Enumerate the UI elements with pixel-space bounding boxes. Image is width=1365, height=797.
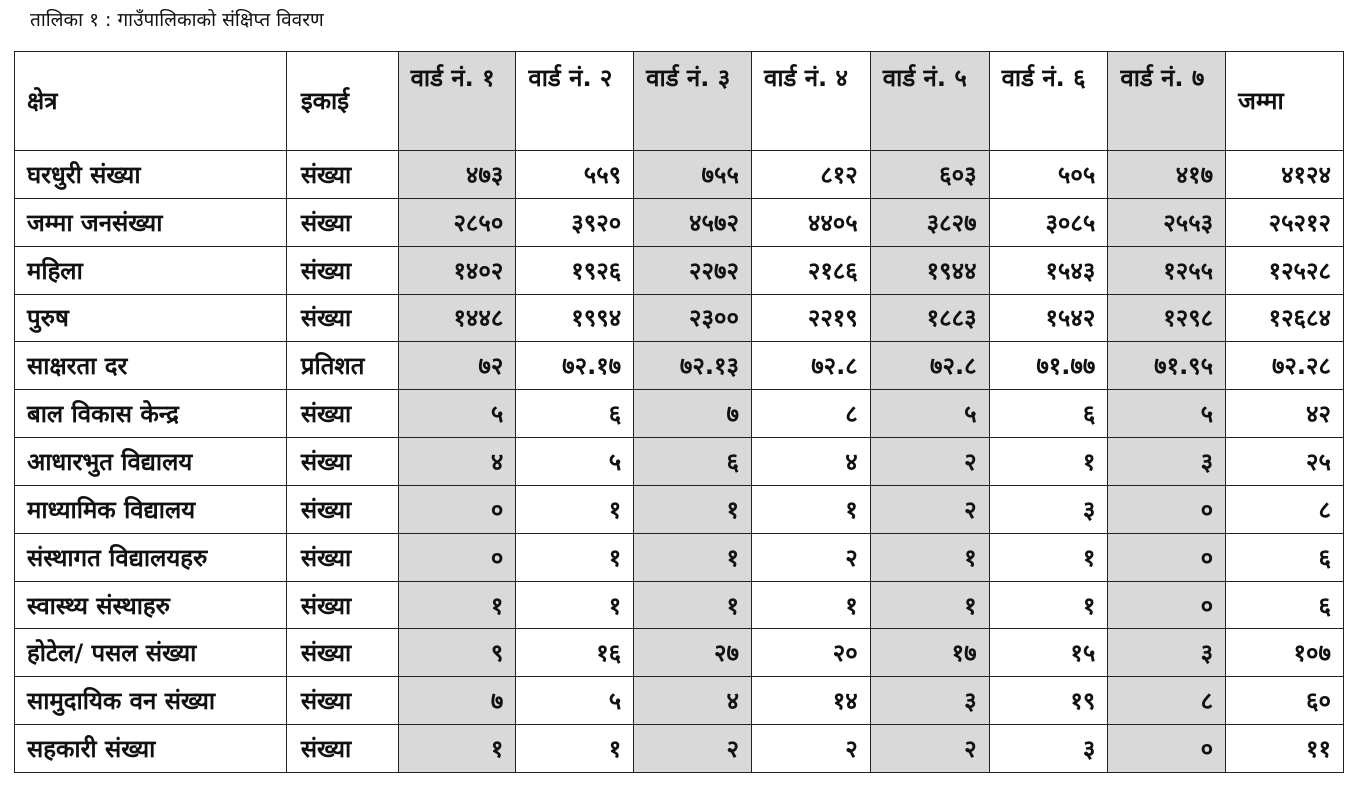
row-total: ६ [1226,581,1344,629]
table-row [15,581,1344,629]
header-area: क्षेत्र [15,52,287,151]
ward-3-value: ४५७२ [634,198,752,246]
ward-2-value: ७२.१७ [516,342,634,390]
ward-5-value: १ [870,533,989,581]
row-unit: संख्या [286,438,398,486]
row-area: सहकारी संख्या [15,725,287,773]
ward-5-value: २ [870,485,989,533]
table-row [15,246,1344,294]
ward-1-value: ४ [398,438,516,486]
row-unit: संख्या [286,294,398,342]
ward-1-value: ५ [398,390,516,438]
ward-4-value: ४४०५ [751,198,870,246]
ward-2-value: १ [516,533,634,581]
ward-7-value: ४१७ [1108,151,1226,199]
ward-7-value: ८ [1108,677,1226,725]
header-ward-1: वार्ड नं. १ [398,52,516,151]
ward-1-value: २८५० [398,198,516,246]
ward-6-value: ६ [989,390,1108,438]
ward-2-value: ५ [516,438,634,486]
row-area: साक्षरता दर [15,342,287,390]
ward-7-value: ७१.९५ [1108,342,1226,390]
ward-2-value: ५ [516,677,634,725]
row-total: २५ [1226,438,1344,486]
ward-5-value: ५ [870,390,989,438]
row-total: २५२१२ [1226,198,1344,246]
row-unit: संख्या [286,151,398,199]
ward-7-value: ० [1108,725,1226,773]
ward-2-value: ३९२० [516,198,634,246]
ward-4-value: ८ [751,390,870,438]
table-row [15,438,1344,486]
row-total: ६ [1226,533,1344,581]
table-row [15,677,1344,725]
ward-4-value: १ [751,581,870,629]
row-unit: संख्या [286,390,398,438]
ward-6-value: १ [989,438,1108,486]
header-ward-2: वार्ड नं. २ [516,52,634,151]
ward-4-value: ४ [751,438,870,486]
ward-3-value: ७२.१३ [634,342,752,390]
ward-1-value: ९ [398,629,516,677]
row-area: माध्यामिक विद्यालय [15,485,287,533]
ward-5-value: १७ [870,629,989,677]
row-total: ४१२४ [1226,151,1344,199]
ward-7-value: ० [1108,485,1226,533]
ward-4-value: ८१२ [751,151,870,199]
ward-2-value: ६ [516,390,634,438]
ward-5-value: १८८३ [870,294,989,342]
ward-1-value: १ [398,725,516,773]
ward-4-value: २० [751,629,870,677]
ward-3-value: ६ [634,438,752,486]
ward-2-value: १ [516,581,634,629]
ward-7-value: ५ [1108,390,1226,438]
ward-3-value: १ [634,485,752,533]
ward-5-value: ७२.८ [870,342,989,390]
ward-5-value: १९४४ [870,246,989,294]
row-area: बाल विकास केन्द्र [15,390,287,438]
ward-1-value: १ [398,581,516,629]
ward-5-value: ३८२७ [870,198,989,246]
ward-7-value: ० [1108,581,1226,629]
row-area: सामुदायिक वन संख्या [15,677,287,725]
header-total: जम्मा [1226,52,1344,151]
table-row [15,629,1344,677]
ward-6-value: १ [989,533,1108,581]
ward-2-value: १ [516,725,634,773]
ward-2-value: १ [516,485,634,533]
ward-7-value: ३ [1108,629,1226,677]
row-area: जम्मा जनसंख्या [15,198,287,246]
row-area: महिला [15,246,287,294]
header-ward-7: वार्ड नं. ७ [1108,52,1226,151]
ward-2-value: ५५९ [516,151,634,199]
table-row [15,342,1344,390]
ward-7-value: ० [1108,533,1226,581]
ward-3-value: २ [634,725,752,773]
header-unit: इकाई [286,52,398,151]
row-unit: संख्या [286,533,398,581]
ward-2-value: १९९४ [516,294,634,342]
row-unit: संख्या [286,629,398,677]
header-ward-4: वार्ड नं. ४ [751,52,870,151]
row-area: होटेल/ पसल संख्या [15,629,287,677]
table-row [15,533,1344,581]
table-row [15,390,1344,438]
ward-6-value: १५४३ [989,246,1108,294]
ward-1-value: १४०२ [398,246,516,294]
ward-6-value: ५०५ [989,151,1108,199]
ward-6-value: ३०८५ [989,198,1108,246]
header-ward-3: वार्ड नं. ३ [634,52,752,151]
header-ward-6: वार्ड नं. ६ [989,52,1108,151]
ward-1-value: ० [398,485,516,533]
ward-4-value: ७२.८ [751,342,870,390]
ward-7-value: १२९८ [1108,294,1226,342]
table-body [15,52,1344,773]
ward-6-value: १५४२ [989,294,1108,342]
row-unit: प्रतिशत [286,342,398,390]
table-row [15,725,1344,773]
ward-6-value: ७१.७७ [989,342,1108,390]
ward-6-value: १९ [989,677,1108,725]
ward-4-value: १ [751,485,870,533]
table-row [15,294,1344,342]
row-area: आधारभुत विद्यालय [15,438,287,486]
row-total: ४२ [1226,390,1344,438]
header-ward-5: वार्ड नं. ५ [870,52,989,151]
row-area: घरधुरी संख्या [15,151,287,199]
row-total: ६० [1226,677,1344,725]
row-unit: संख्या [286,677,398,725]
ward-1-value: ७ [398,677,516,725]
ward-1-value: ४७३ [398,151,516,199]
ward-3-value: ७५५ [634,151,752,199]
ward-2-value: १९२६ [516,246,634,294]
table-caption: तालिका १ : गाउँपालिकाको संक्षिप्त विवरण [30,9,324,31]
ward-3-value: ७ [634,390,752,438]
ward-4-value: १४ [751,677,870,725]
ward-1-value: ० [398,533,516,581]
ward-5-value: ६०३ [870,151,989,199]
ward-3-value: २७ [634,629,752,677]
ward-3-value: २३०० [634,294,752,342]
table-row [15,151,1344,199]
row-total: ११ [1226,725,1344,773]
row-total: ८ [1226,485,1344,533]
ward-3-value: १ [634,581,752,629]
ward-4-value: २१८६ [751,246,870,294]
ward-4-value: २ [751,725,870,773]
row-unit: संख्या [286,198,398,246]
row-unit: संख्या [286,246,398,294]
ward-7-value: ३ [1108,438,1226,486]
ward-6-value: १५ [989,629,1108,677]
row-unit: संख्या [286,725,398,773]
ward-6-value: १ [989,581,1108,629]
ward-5-value: १ [870,581,989,629]
table-row [15,485,1344,533]
ward-2-value: १६ [516,629,634,677]
summary-table [14,51,1344,773]
ward-1-value: १४४८ [398,294,516,342]
ward-7-value: १२५५ [1108,246,1226,294]
row-area: स्वास्थ्य संस्थाहरु [15,581,287,629]
ward-5-value: २ [870,438,989,486]
ward-6-value: ३ [989,485,1108,533]
row-total: १०७ [1226,629,1344,677]
row-area: पुरुष [15,294,287,342]
row-unit: संख्या [286,581,398,629]
ward-4-value: २२१९ [751,294,870,342]
row-total: १२५२८ [1226,246,1344,294]
row-total: ७२.२८ [1226,342,1344,390]
row-area: संस्थागत विद्यालयहरु [15,533,287,581]
ward-3-value: १ [634,533,752,581]
ward-3-value: २२७२ [634,246,752,294]
ward-7-value: २५५३ [1108,198,1226,246]
header-row [15,52,1344,151]
ward-5-value: ३ [870,677,989,725]
row-unit: संख्या [286,485,398,533]
ward-4-value: २ [751,533,870,581]
table-row [15,198,1344,246]
ward-1-value: ७२ [398,342,516,390]
ward-3-value: ४ [634,677,752,725]
row-total: १२६८४ [1226,294,1344,342]
ward-5-value: २ [870,725,989,773]
ward-6-value: ३ [989,725,1108,773]
